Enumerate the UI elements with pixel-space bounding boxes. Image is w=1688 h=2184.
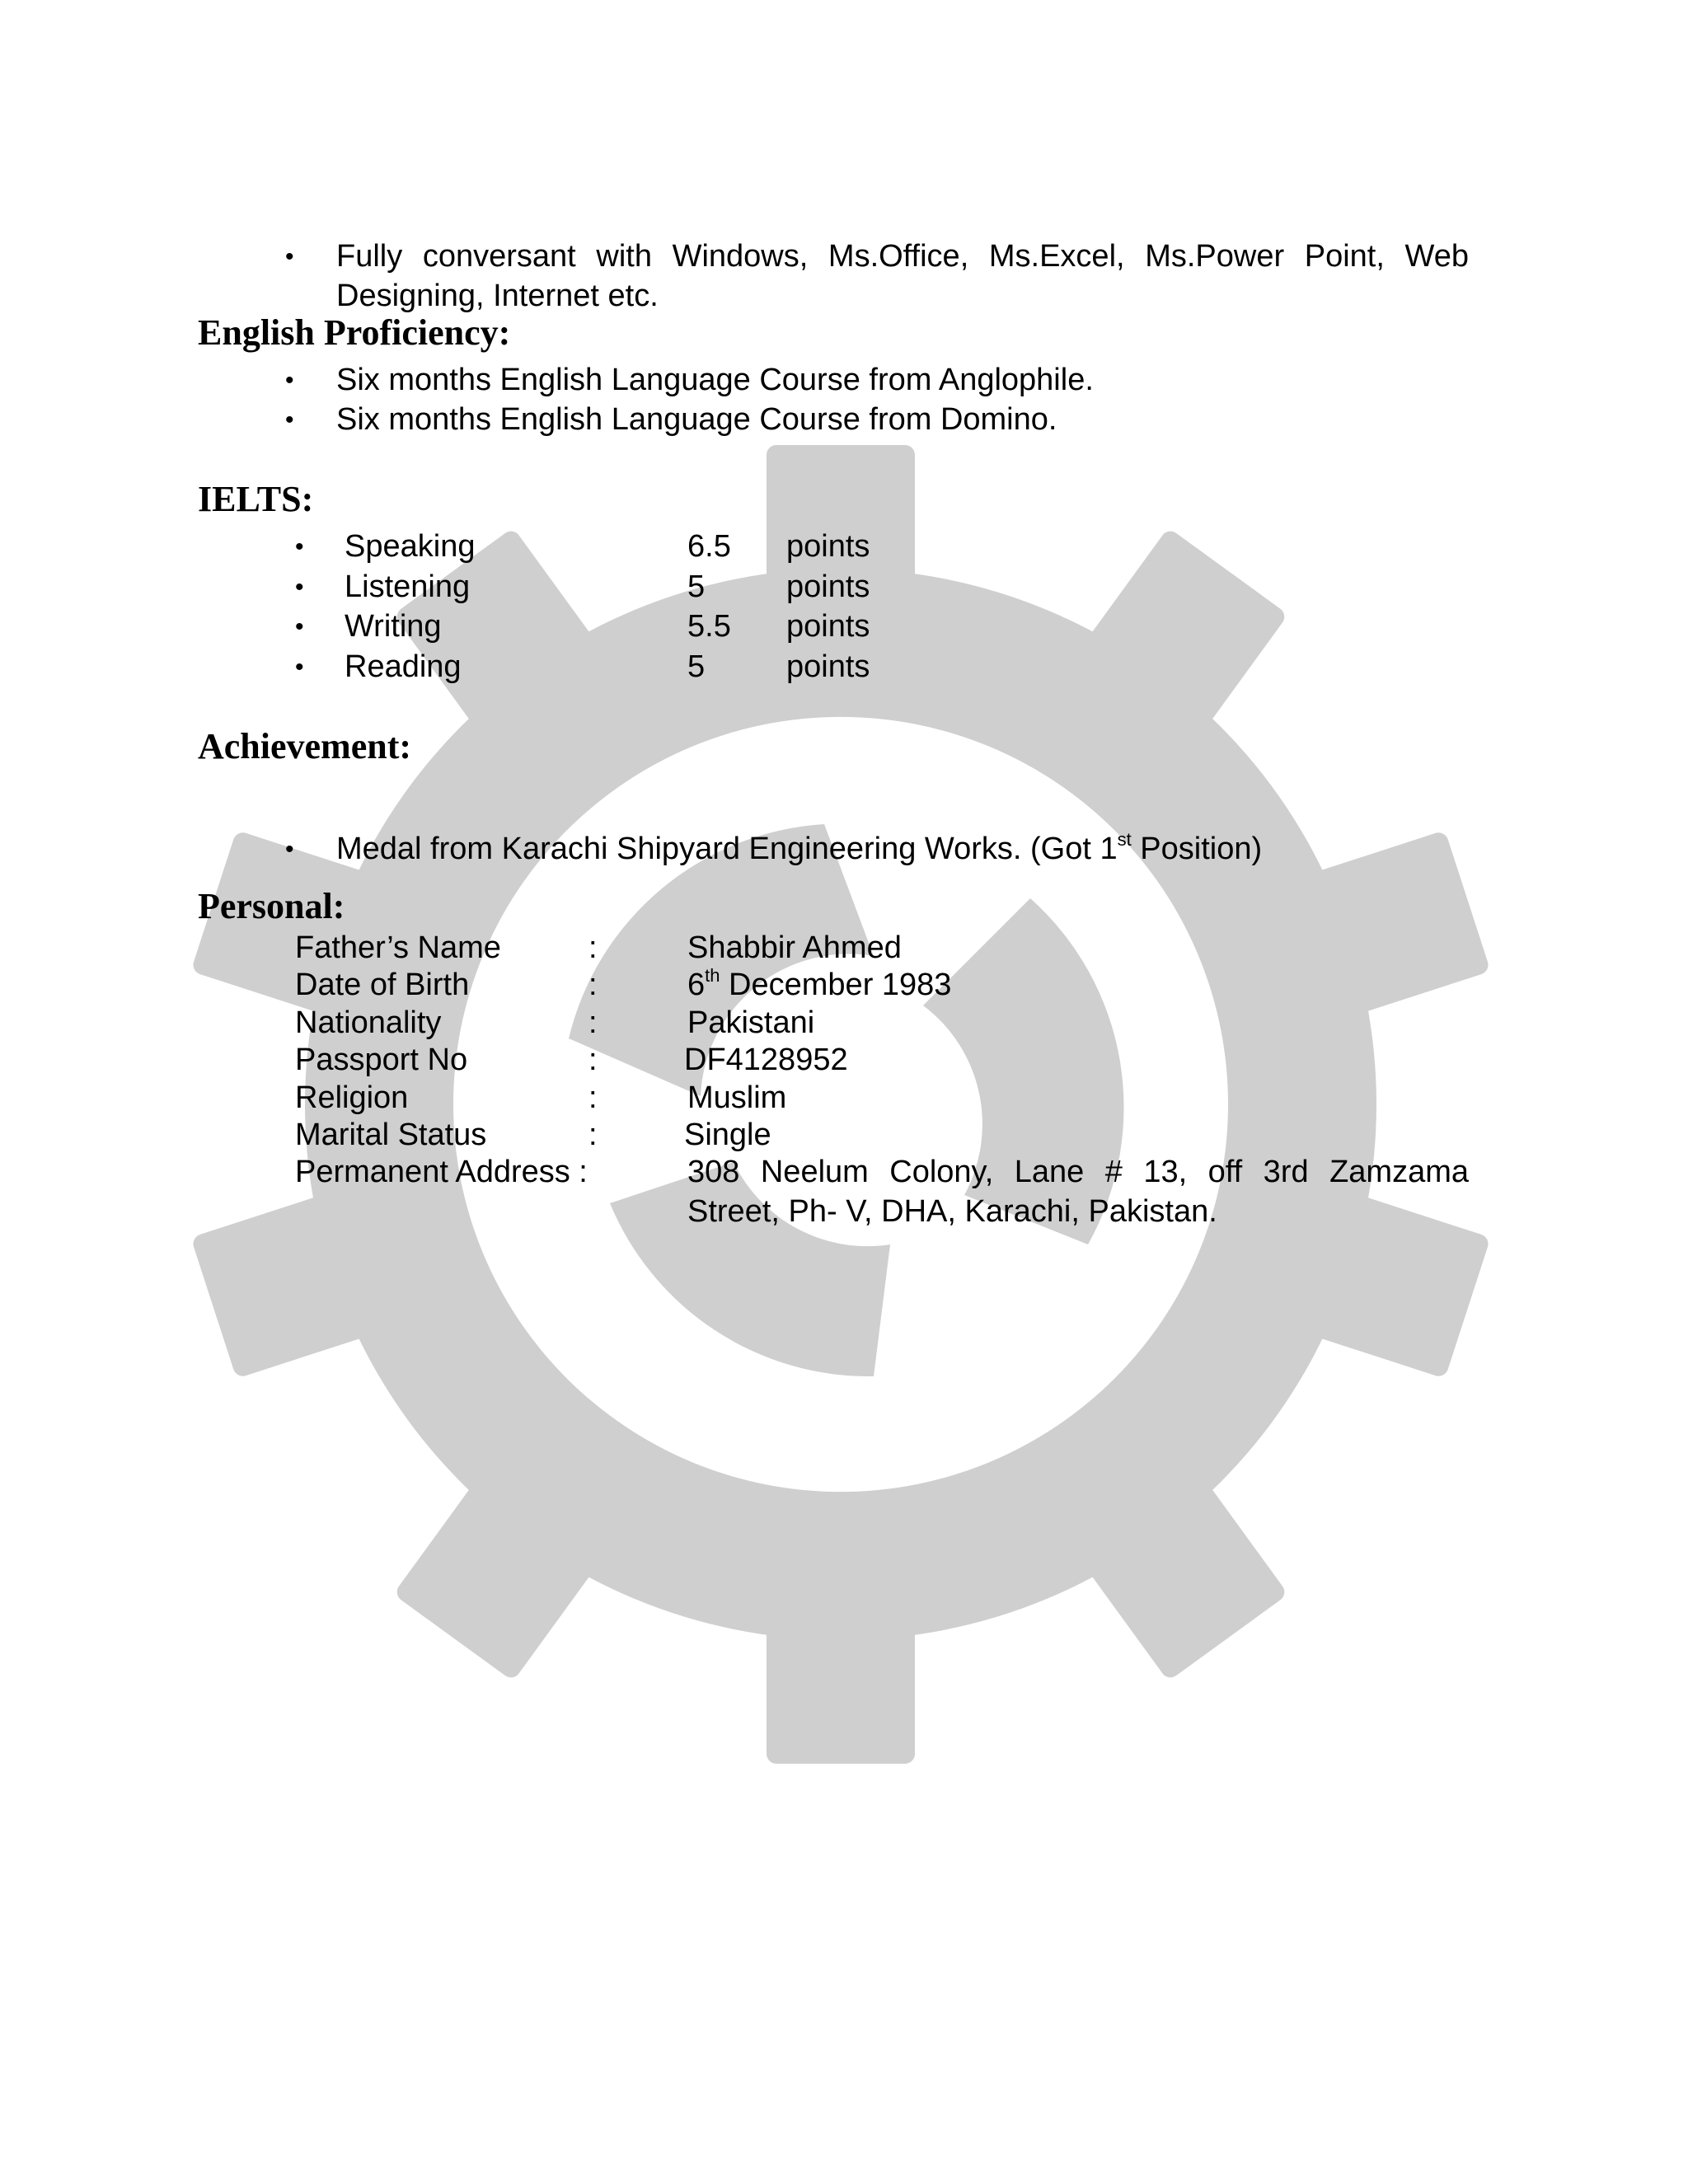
bullet-icon: • xyxy=(285,406,294,434)
personal-value: Single xyxy=(684,1118,771,1152)
address-line-2: Street, Ph- V, DHA, Karachi, Pakistan. xyxy=(687,1194,1217,1229)
achievement-item xyxy=(336,829,1262,869)
personal-colon: : xyxy=(588,968,598,1002)
ielts-heading: IELTS: xyxy=(198,479,314,519)
personal-label: Father’s Name xyxy=(295,930,501,965)
address-line-1: 308 Neelum Colony, Lane # 13, off 3rd Zamzama xyxy=(687,1155,1469,1189)
bullet-icon: • xyxy=(285,243,294,270)
bullet-icon: • xyxy=(285,367,294,394)
personal-label: Nationality xyxy=(295,1005,442,1040)
english-item-1: Six months English Language Course from Anglophile. xyxy=(336,363,1094,397)
ielts-unit: points xyxy=(786,649,870,684)
english-proficiency-heading: English Proficiency: xyxy=(198,312,511,353)
personal-colon: : xyxy=(588,1118,598,1152)
ielts-unit: points xyxy=(786,609,870,644)
personal-value: Shabbir Ahmed xyxy=(687,930,902,965)
ielts-score: 6.5 xyxy=(687,529,731,564)
dob-rest: December 1983 xyxy=(720,968,952,1002)
personal-label: Date of Birth xyxy=(295,968,470,1002)
ielts-score: 5 xyxy=(687,569,706,604)
personal-heading: Personal: xyxy=(198,886,345,926)
english-item-2: Six months English Language Course from Domino. xyxy=(336,402,1057,437)
personal-value: DF4128952 xyxy=(684,1043,848,1077)
bullet-icon: • xyxy=(295,613,304,640)
ielts-unit: points xyxy=(786,529,870,564)
personal-colon: : xyxy=(588,1005,598,1040)
achievement-text: Medal from Karachi Shipyard Engineering Works. (Got 1 xyxy=(336,832,1118,866)
ielts-skill: Listening xyxy=(345,569,471,604)
personal-colon: : xyxy=(588,930,598,965)
ielts-score: 5 xyxy=(687,649,706,684)
personal-label: Passport No xyxy=(295,1043,468,1077)
achievement-superscript: st xyxy=(1117,829,1132,851)
computer-skills-line-1: Fully conversant with Windows, Ms.Office, Ms.Excel, Ms.Power Point, Web xyxy=(336,239,1469,274)
achievement-heading: Achievement: xyxy=(198,726,412,766)
ielts-skill: Reading xyxy=(345,649,462,684)
personal-label: Religion xyxy=(295,1080,409,1115)
ielts-skill: Writing xyxy=(345,609,442,644)
ielts-skill: Speaking xyxy=(345,529,476,564)
dob-day: 6 xyxy=(687,968,706,1002)
personal-colon: : xyxy=(588,1043,598,1077)
personal-label: Permanent Address : xyxy=(295,1155,588,1189)
personal-value: Pakistani xyxy=(687,1005,815,1040)
personal-value: Muslim xyxy=(687,1080,787,1115)
ielts-unit: points xyxy=(786,569,870,604)
achievement-text-end: Position) xyxy=(1131,832,1263,866)
computer-skills-line-2: Designing, Internet etc. xyxy=(336,279,659,313)
personal-label: Marital Status xyxy=(295,1118,487,1152)
personal-value xyxy=(687,965,951,1005)
bullet-icon: • xyxy=(295,574,304,601)
bullet-icon: • xyxy=(295,533,304,560)
personal-colon: : xyxy=(588,1080,598,1115)
bullet-icon: • xyxy=(295,654,304,681)
ielts-score: 5.5 xyxy=(687,609,731,644)
dob-superscript: th xyxy=(705,965,720,987)
bullet-icon: • xyxy=(285,836,294,863)
